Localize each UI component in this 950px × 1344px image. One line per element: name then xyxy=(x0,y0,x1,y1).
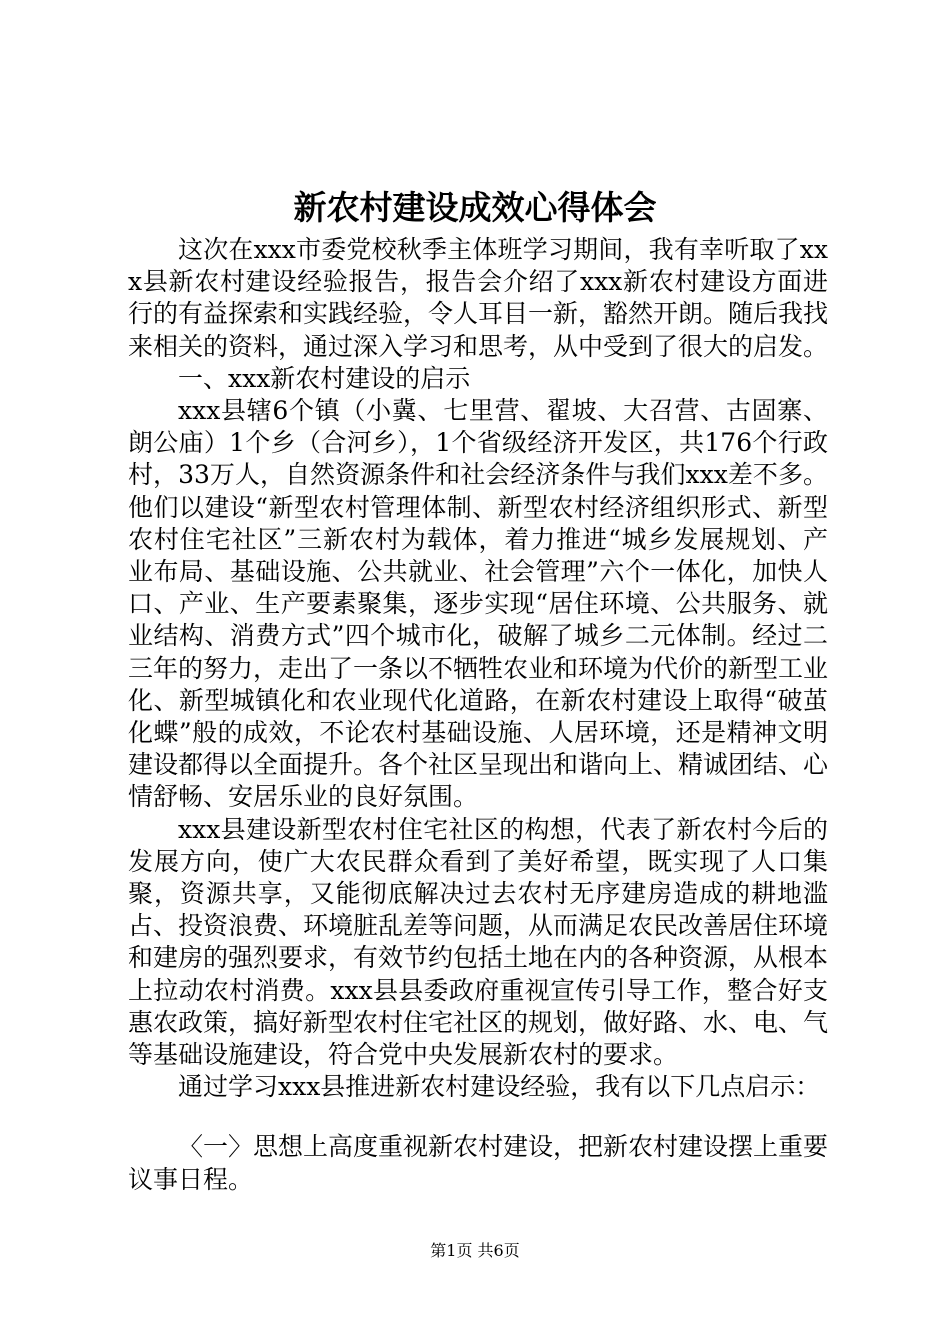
paragraph-lesson-1: 〈一〉思想上高度重视新农村建设，把新农村建设摆上重要议事日程。 xyxy=(128,1132,829,1194)
paragraph-county-overview: xxx县辖6个镇（小冀、七里营、翟坡、大召营、古固寨、朗公庙）1个乡（合河乡），1个省级经济开发区，共176个行政村，33万人，自然资源条件和社会经济条件与我们xxx差不多。他们以建设“新型农村管理体制、新型农村经济组织形式、新型农村住宅社区”三新农村为载体，着力推进“城乡发展规划、产业布局、基础设施、公共就业、社会管理”六个一体化，加快人口、产业、生产要素聚集，逐步实现“居住环境、公共服务、就业结构、消费方式”四个城市化，破解了城乡二元体制。经过二三年的努力，走出了一条以不牺牲农业和环境为代价的新型工业化、新型城镇化和农业现代化道路，在新农村建设上取得“破茧化蝶”般的成效，不论农村基础设施、人居环境，还是精神文明建设都得以全面提升。各个社区呈现出和谐向上、精诚团结、心情舒畅、安居乐业的良好氛围。 xyxy=(128,396,829,812)
document-body xyxy=(128,234,828,1196)
document-title: 新农村建设成效心得体会 xyxy=(293,188,657,227)
page-footer: 第1页 共6页 xyxy=(430,1241,520,1260)
paragraph-intro: 这次在xxx市委党校秋季主体班学习期间，我有幸听取了xxx县新农村建设经验报告，报告会介绍了xxx新农村建设方面进行的有益探索和实践经验，令人耳目一新，豁然开朗。随后我找来相关的资料，通过深入学习和思考，从中受到了很大的启发。 xyxy=(128,235,829,361)
section-heading-1: 一、xxx新农村建设的启示 xyxy=(178,363,471,393)
paragraph-community-plan: xxx县建设新型农村住宅社区的构想，代表了新农村今后的发展方向，使广大农民群众看到了美好希望，既实现了人口集聚，资源共享，又能彻底解决过去农村无序建房造成的耕地滥占、投资浪费、环境脏乱差等问题，从而满足农民改善居住环境和建房的强烈要求，有效节约包括土地在内的各种资源，从根本上拉动农村消费。xxx县县委政府重视宣传引导工作，整合好支惠农政策，搞好新型农村住宅社区的规划，做好路、水、电、气等基础设施建设，符合党中央发展新农村的要求。 xyxy=(128,814,829,1070)
paragraph-lessons-intro: 通过学习xxx县推进新农村建设经验，我有以下几点启示： xyxy=(178,1072,821,1102)
